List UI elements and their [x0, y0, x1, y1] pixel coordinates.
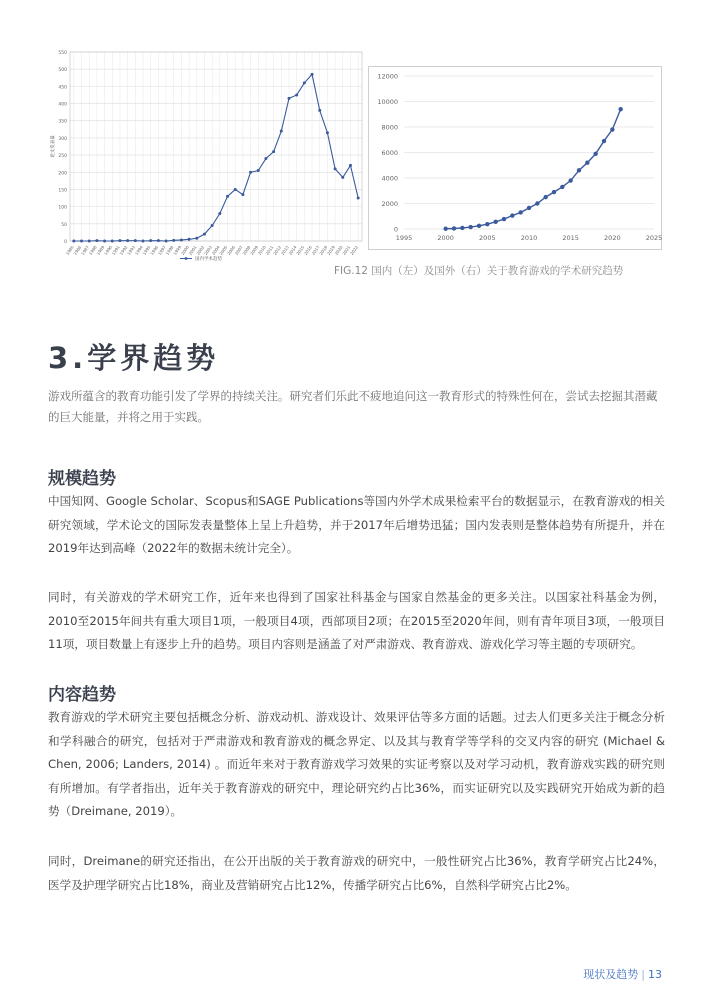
- x-tick-label: 2011: [264, 244, 275, 256]
- x-tick-label: 2022: [349, 244, 359, 256]
- x-tick-label: 2010: [520, 234, 538, 242]
- intro-paragraph: 游戏所蕴含的教育功能引发了学界的持续关注。研究者们乐此不疲地追问这一教育形式的特殊性何在，尝试去挖掘其潜藏的巨大能量，并将之用于实践。: [48, 389, 658, 424]
- figure-caption: FIG.12 国内（左）及国外（右）关于教育游戏的学术研究趋势: [334, 265, 624, 277]
- data-point: [72, 240, 75, 243]
- x-tick-label: 2008: [241, 244, 252, 256]
- scale-trend-paragraph-1: 中国知网、Google Scholar、Scopus和SAGE Publications等国内外学术成果检索平台的数据显示，在教育游戏的相关研究领域，学术论文的国际发表量整体上呈上升趋势，并于2017年后增势迅猛；国内发表则是整体趋势有所提升，并在2019年达到高峰（2022年的数据未统计完全）。: [48, 494, 665, 555]
- data-point: [264, 157, 267, 160]
- y-tick-label: 10000: [377, 98, 398, 106]
- x-tick-label: 2002: [195, 244, 206, 256]
- data-point: [134, 239, 137, 242]
- data-point: [226, 195, 229, 198]
- data-point: [272, 150, 275, 153]
- data-point: [149, 239, 152, 242]
- data-point: [80, 240, 83, 243]
- y-tick-label: 300: [58, 136, 67, 142]
- x-tick-label: 1995: [141, 244, 152, 256]
- data-point: [610, 127, 614, 131]
- scale-trend-paragraph-2: 同时，有关游戏的学术研究工作，近年来也得到了国家社科基金与国家自然基金的更多关注。以国家社科基金为例，2010至2015年间共有重大项目1项，一般项目4项，西部项目2项；在2015至2020年间，则有青年项目3项，一般项目11项，项目数量上有逐步上升的趋势。项目内容则是涵盖了对严肃游戏、教育游戏、游戏化学习等主题的专项研究。: [48, 590, 665, 651]
- y-tick-label: 2000: [381, 200, 398, 208]
- data-point: [518, 210, 522, 214]
- y-tick-label: 0: [64, 240, 67, 245]
- data-point: [195, 237, 198, 240]
- y-tick-label: 12000: [377, 72, 398, 81]
- x-tick-label: 1994: [133, 244, 144, 256]
- data-point: [552, 190, 556, 194]
- data-point: [341, 176, 344, 179]
- x-tick-label: 1988: [87, 244, 98, 256]
- y-tick-label: 550: [58, 51, 67, 56]
- y-tick-label: 250: [58, 154, 67, 160]
- x-tick-label: 1987: [80, 244, 91, 256]
- data-point: [157, 239, 160, 242]
- data-point: [172, 239, 175, 242]
- data-point: [318, 109, 321, 112]
- data-point: [485, 222, 489, 226]
- y-tick-label: 150: [58, 188, 67, 194]
- data-point: [288, 97, 291, 100]
- x-tick-label: 1990: [103, 244, 114, 256]
- data-point: [349, 164, 352, 167]
- data-point: [103, 240, 106, 243]
- x-tick-label: 1999: [172, 244, 183, 256]
- data-point: [203, 233, 206, 236]
- x-tick-label: 2006: [226, 244, 237, 256]
- data-point: [188, 238, 191, 241]
- data-point: [126, 239, 129, 242]
- y-tick-label: 100: [58, 205, 67, 211]
- x-tick-label: 2009: [249, 244, 260, 256]
- data-point: [118, 239, 121, 242]
- data-point: [295, 93, 298, 96]
- x-tick-label: 2005: [218, 244, 229, 256]
- data-point: [211, 224, 214, 227]
- data-point: [234, 188, 237, 191]
- x-tick-label: 2010: [256, 244, 267, 256]
- y-tick-label: 450: [58, 85, 67, 91]
- legend-label: 国内学术趋势: [195, 257, 222, 262]
- x-tick-label: 2014: [287, 244, 298, 256]
- data-point: [527, 206, 531, 210]
- data-point: [165, 240, 168, 243]
- x-tick-label: 1992: [118, 244, 129, 256]
- data-point: [460, 226, 464, 230]
- x-tick-label: 2013: [279, 244, 290, 256]
- data-point: [280, 130, 283, 133]
- y-tick-label: 0: [393, 225, 398, 234]
- data-point: [452, 226, 456, 230]
- data-point: [502, 217, 506, 221]
- content-trend-paragraph-1: 教育游戏的学术研究主要包括概念分析、游戏动机、游戏设计、效果评估等多方面的话题。过去人们更多关注于概念分析和学科融合的研究，包括对于严肃游戏和教育游戏的概念界定、以及其与教育学等学科的交叉内容的研究 (Michael & Chen, 2006; Landers, 2014) 。而近年来对于教育游戏学习效果的实证考察以及对学习动机，教育游戏实践的研究则有所增加。有学者指出，近年关于教育游戏的研究中，理论研究约占比36%，而实证研究以及实践研究开始成为新的趋势（Dreimane, 2019）。: [48, 710, 665, 818]
- x-tick-label: 2025: [645, 234, 662, 242]
- data-point: [326, 131, 329, 134]
- x-tick-label: 1996: [149, 244, 160, 256]
- data-point: [142, 240, 145, 243]
- x-tick-label: 2017: [310, 244, 321, 256]
- y-axis-label: 论文发表量: [51, 135, 56, 158]
- x-tick-label: 2015: [295, 244, 306, 256]
- x-tick-label: 2005: [479, 234, 496, 242]
- data-point: [311, 73, 314, 76]
- data-point: [593, 152, 597, 156]
- section-title: 3.学界趋势: [48, 341, 220, 375]
- data-point: [468, 225, 472, 229]
- data-point: [543, 195, 547, 199]
- international-trend-chart: [368, 66, 662, 250]
- data-point: [510, 213, 514, 217]
- x-tick-label: 1985: [64, 244, 75, 256]
- x-tick-label: 1991: [110, 244, 121, 256]
- x-tick-label: 2016: [302, 244, 313, 256]
- plot-frame: [70, 52, 362, 241]
- data-point: [303, 81, 306, 84]
- y-tick-label: 6000: [381, 149, 398, 157]
- data-point: [535, 201, 539, 205]
- page-footer: [583, 966, 662, 982]
- x-tick-label: 2021: [341, 244, 352, 256]
- x-tick-label: 1998: [164, 244, 175, 256]
- data-point: [477, 224, 481, 228]
- x-tick-label: 2000: [179, 244, 190, 256]
- data-point: [493, 220, 497, 224]
- x-tick-label: 2007: [233, 244, 244, 256]
- x-tick-label: 1993: [126, 244, 137, 256]
- data-point: [443, 227, 447, 231]
- data-point: [568, 178, 572, 182]
- x-tick-label: 1997: [156, 244, 167, 256]
- series-line: [74, 74, 358, 241]
- y-tick-label: 500: [58, 68, 67, 74]
- x-tick-label: 2000: [437, 234, 454, 242]
- data-point: [577, 168, 581, 172]
- y-tick-label: 350: [58, 119, 67, 125]
- x-tick-label: 1989: [95, 244, 106, 256]
- data-point: [585, 161, 589, 165]
- y-tick-label: 8000: [381, 123, 398, 132]
- data-point: [618, 107, 622, 111]
- data-point: [95, 239, 98, 242]
- x-tick-label: 2015: [562, 234, 579, 242]
- data-point: [218, 212, 221, 215]
- chart-border: [369, 67, 662, 250]
- scale-trend-heading: 规模趋势: [48, 469, 116, 489]
- footer-section-name: 现状及趋势: [583, 968, 639, 981]
- data-point: [111, 240, 114, 243]
- y-tick-label: 400: [58, 102, 67, 108]
- legend-marker: [185, 257, 188, 260]
- data-point: [602, 139, 606, 143]
- x-tick-label: 2012: [272, 244, 283, 256]
- data-point: [357, 197, 360, 200]
- data-point: [180, 238, 183, 241]
- footer-separator: |: [641, 968, 645, 981]
- x-tick-label: 2004: [210, 244, 221, 256]
- x-tick-label: 2020: [333, 244, 344, 256]
- domestic-trend-chart: [44, 46, 364, 271]
- data-point: [334, 167, 337, 170]
- x-tick-label: 1986: [72, 244, 83, 256]
- data-point: [241, 193, 244, 196]
- x-tick-label: 2003: [203, 244, 213, 256]
- x-tick-label: 1995: [395, 234, 413, 242]
- y-tick-label: 50: [61, 222, 67, 228]
- content-trend-paragraph-2: 同时，Dreimane的研究还指出，在公开出版的关于教育游戏的研究中，一般性研究占比36%，教育学研究占比24%，医学及护理学研究占比18%，商业及营销研究占比12%，传播学研究占比6%，自然科学研究占比2%。: [48, 854, 665, 892]
- x-tick-label: 2020: [604, 234, 621, 242]
- data-point: [249, 171, 252, 174]
- data-point: [257, 169, 260, 172]
- y-tick-label: 4000: [381, 174, 398, 183]
- x-tick-label: 2001: [187, 244, 198, 256]
- page-number: 13: [648, 968, 662, 981]
- content-trend-heading: 内容趋势: [48, 685, 116, 705]
- data-point: [88, 240, 91, 243]
- y-tick-label: 200: [58, 171, 67, 177]
- x-tick-label: 2018: [318, 244, 329, 256]
- x-tick-label: 2019: [325, 244, 336, 256]
- data-point: [560, 185, 564, 189]
